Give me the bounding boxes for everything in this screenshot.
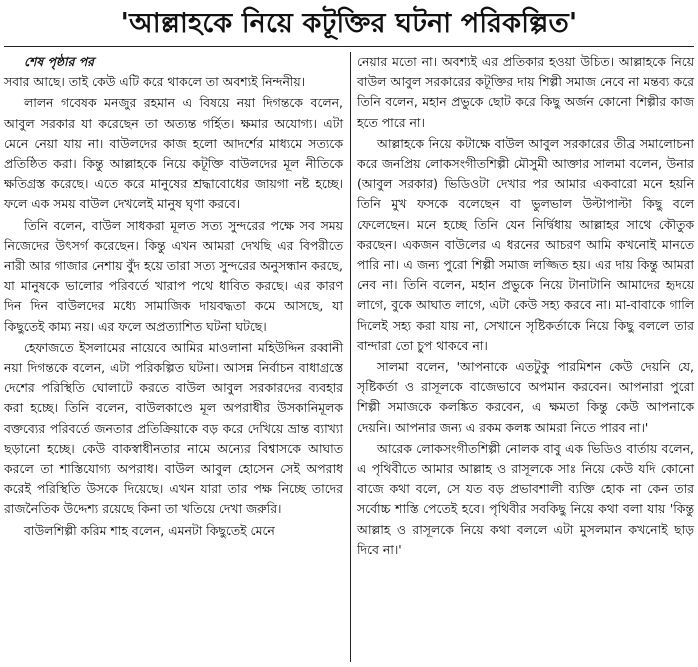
paragraph: সবার আছে। তাই কেউ এটি করে থাকলে তা অবশ্যই নিন্দনীয়।	[4, 74, 306, 90]
paragraph: হেফাজতে ইসলামের নায়েবে আমির মাওলানা মহিউদ্দিন রব্বানী নয়া দিগন্তকে বলেন, এটা পরিকল্পিত ঘটনা। আসন্ন নির্বাচন বাধাগ্রস্তে দেশের পরিস্থিতি ঘোলাটে করতে বাউল আবুল সরকারদের ব্যবহার করা হচ্ছে। তিনি বলেন, বাউলকাণ্ডে মূল অপরাধীর উসকানিমূলক বক্তব্যের পরিবর্তে জনতার প্রতিক্রিয়াকে বড় করে দেখিয়ে ভ্রান্ত ব্যাখ্যা ছড়ানো হচ্ছে। কেউ বাকস্বাধীনতার নামে অন্যের বিশ্বাসকে আঘাত করলে তা শাস্তিযোগ্য অপরাধ। বাউল আবুল হোসেন সেই অপরাধ করেই পরিস্থিতি উসকে দিয়েছে। এখন যারা তার পক্ষ নিচ্ছে তাদের রাজনৈতিক উদ্দেশ্য রয়েছে কিনা তা খতিয়ে দেখা জরুরি।	[4, 339, 343, 517]
paragraph: তিনি বলেন, বাউল সাধকরা মূলত সত্য সুন্দরের পক্ষে সব সময় নিজেদের উৎসর্গ করেছেন। কিন্তু এখন আমরা দেখছি এর বিপরীতে নারী আর গাজার নেশায় বুঁদ হয়ে তারা সত্য সুন্দরের অনুসন্ধান করছে, যা মানুষকে ভালোর পরিবর্তে খারাপ পথে ধাবিত করছে। এর কারণ দিন দিন বাউলদের মধ্যে সামাজিক দায়বদ্ধতা কমে আসছে, যা কিছুতেই কাম্য নয়। এর ফলে অপ্রত্যাশিত ঘটনা ঘটছে।	[4, 217, 343, 334]
paragraph: বাউলশিল্পী করিম শাহ বলেন, এমনটা কিছুতেই মেনে	[24, 522, 275, 538]
headline-rule	[4, 46, 694, 47]
paragraph: নেয়ার মতো না। অবশ্যই এর প্রতিকার হওয়া উচিত। আল্লাহকে নিয়ে বাউল আবুল সরকারের কটূক্তির দায় শিল্পী সমাজ নেবে না মন্তব্য করে তিনি বলেন, মহান প্রভুকে ছোট করে কিছু অর্জন কোনো শিল্পীর কাজ হতে পারে না।	[357, 54, 694, 130]
column-divider	[350, 52, 351, 662]
paragraph: সালমা বলেন, 'আপনাকে এতটুকু পারমিশন কেউ দেয়নি যে, সৃষ্টিকর্তা ও রাসূলকে বাজেভাবে অপমান করবেন। আপনারা পুরো শিল্পী সমাজকে কলঙ্কিত করবেন, এ ক্ষমতা কিন্তু কেউ আপনাকে দেয়নি। আপনার জন্য এ রকম কলঙ্ক আমরা নিতে পারব না।'	[357, 359, 694, 435]
continued-label: শেষ পৃষ্ঠার পর	[24, 54, 94, 69]
headline: 'আল্লাহকে নিয়ে কটূক্তির ঘটনা পরিকল্পিত'	[120, 8, 578, 39]
paragraph: আরেক লোকসংগীতশিল্পী নোলক বাবু এক ভিডিও বার্তায় বলেন, এ পৃথিবীতে আমার আল্লাহ ও রাসূলকে সাঃ নিয়ে কেউ যদি কোনো বাজে কথা বলে, সে যত বড় প্রভাবশালী ব্যক্তি হোক না কেন তার সর্বোচ্চ শাস্তি পেতেই হবে। পৃথিবীর সবকিছু নিয়ে কথা বলা যায় 'কিন্তু আল্লাহ ও রাসূলকে নিয়ে কথা বললে এটা মুসলমান কখনোই ছাড় দিবে না।'	[357, 440, 694, 557]
paragraph: লালন গবেষক মনজুর রহমান এ বিষয়ে নয়া দিগন্তকে বলেন, আবুল সরকার যা করেছেন তা অত্যন্ত গর্হিত। ক্ষমার অযোগ্য। এটা মেনে নেয়া যায় না। বাউলদের কাজ হলো আদর্শের মাধ্যমে সত্যকে প্রতিষ্ঠিত করা। কিন্তু আল্লাহকে নিয়ে কটূক্তি বাউলদের মূল নীতিকে ক্ষতিগ্রস্ত করেছে। এতে করে মানুষের শ্রদ্ধাবোধের জায়গা নষ্ট হচ্ছে। ফলে এক সময় বাউল দেখলেই মানুষ ঘৃণা করবে।	[4, 95, 343, 212]
left-column	[4, 52, 343, 541]
right-column	[357, 52, 694, 560]
paragraph: আল্লাহকে নিয়ে কটাক্ষে বাউল আবুল সরকারের তীব্র সমালোচনা করে জনপ্রিয় লোকসংগীতশিল্পী মৌসুমী আক্তার সালমা বলেন, উনার (আবুল সরকার) ভিডিওটা দেখার পর আমার একবারো মনে হয়নি তিনি মুখ ফসকে বলেছেন বা ভুলভাল উল্টাপাল্টা কিছু বলে ফেলেছেন। মনে হচ্ছে তিনি যেন নির্দ্বিধায় আল্লাহর সাথে কৌতুক করছেন। একজন বাউলের এ ধরনের আচরণ আমি কখনোই মানতে পারি না। এ জন্য পুরো শিল্পী সমাজ লজ্জিত হয়। এর দায় কিন্তু আমরা নেব না। তিনি বলেন, মহান প্রভুকে নিয়ে টানাটানি আমাদের হৃদয়ে লাগে, বুকে আঘাত লাগে, এটা কেউ সহ্য করবে না। মা-বাবাকে গালি দিলেই সহ্য করা যায় না, সেখানে সৃষ্টিকর্তাকে নিয়ে কিছু বললে তার বান্দারা তো চুপ থাকবে না।	[357, 135, 694, 353]
